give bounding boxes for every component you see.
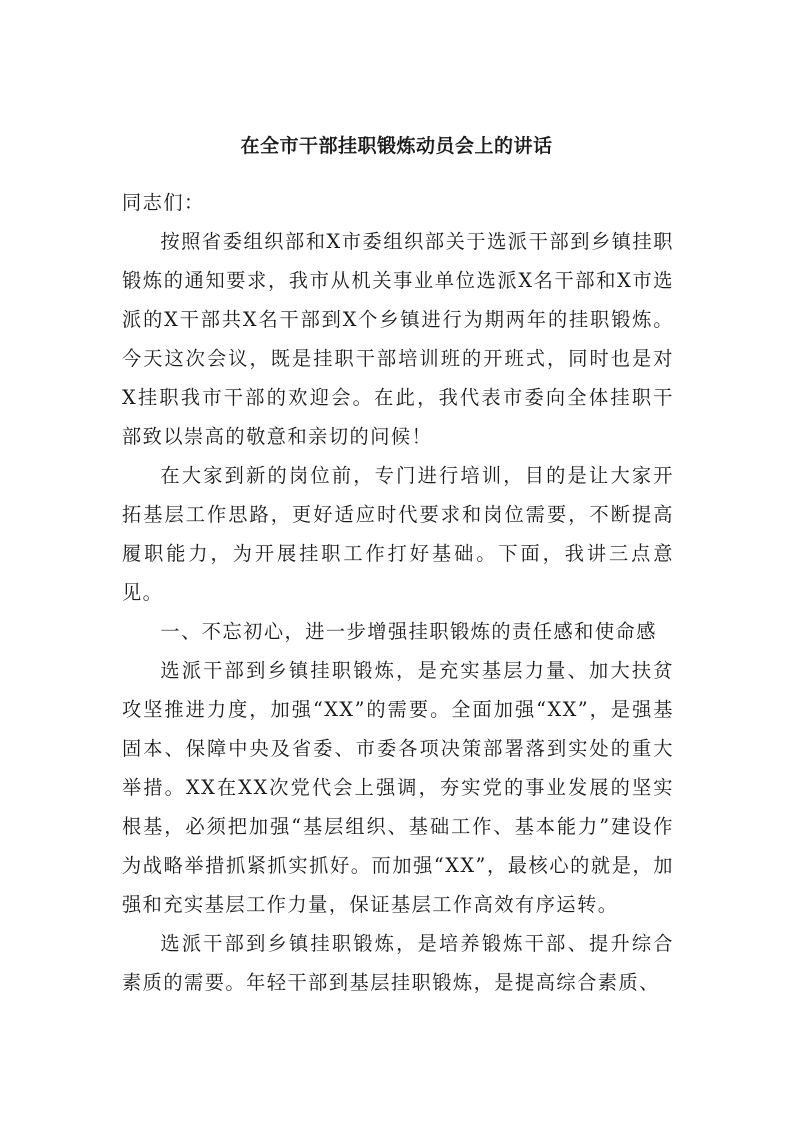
document-title: 在全市干部挂职锻炼动员会上的讲话 — [240, 135, 553, 157]
paragraph: 按照省委组织部和X市委组织部关于选派干部到乡镇挂职锻炼的通知要求，我市从机关事业单位选派X名干部和X市选派的X干部共X名干部到X个乡镇进行为期两年的挂职锻炼。今天这次会议，既是挂职干部培训班的开班式，同时也是对X挂职我市干部的欢迎会。在此，我代表市委向全体挂职干部致以崇高的敬意和亲切的问候！ — [122, 230, 674, 448]
paragraph: 选派干部到乡镇挂职锻炼，是培养锻炼干部、提升综合素质的需要。年轻干部到基层挂职锻炼，是提高综合素质、 — [122, 932, 674, 994]
document-body — [122, 183, 674, 1002]
section-heading: 一、不忘初心，进一步增强挂职锻炼的责任感和使命感 — [160, 620, 657, 643]
paragraph: 选派干部到乡镇挂职锻炼，是充实基层力量、加大扶贫攻坚推进力度，加强“XX”的需要。全面加强“XX”，是强基固本、保障中央及省委、市委各项决策部署落到实处的重大举措。XX在XX次党代会上强调，夯实党的事业发展的坚实根基，必须把加强“基层组织、基础工作、基本能力”建设作为战略举措抓紧抓实抓好。而加强“XX”，最核心的就是，加强和充实基层工作力量，保证基层工作高效有序运转。 — [122, 659, 674, 916]
paragraph: 在大家到新的岗位前，专门进行培训，目的是让大家开拓基层工作思路，更好适应时代要求和岗位需要，不断提高履职能力，为开展挂职工作打好基础。下面，我讲三点意见。 — [122, 464, 674, 604]
salutation: 同志们： — [122, 191, 205, 214]
